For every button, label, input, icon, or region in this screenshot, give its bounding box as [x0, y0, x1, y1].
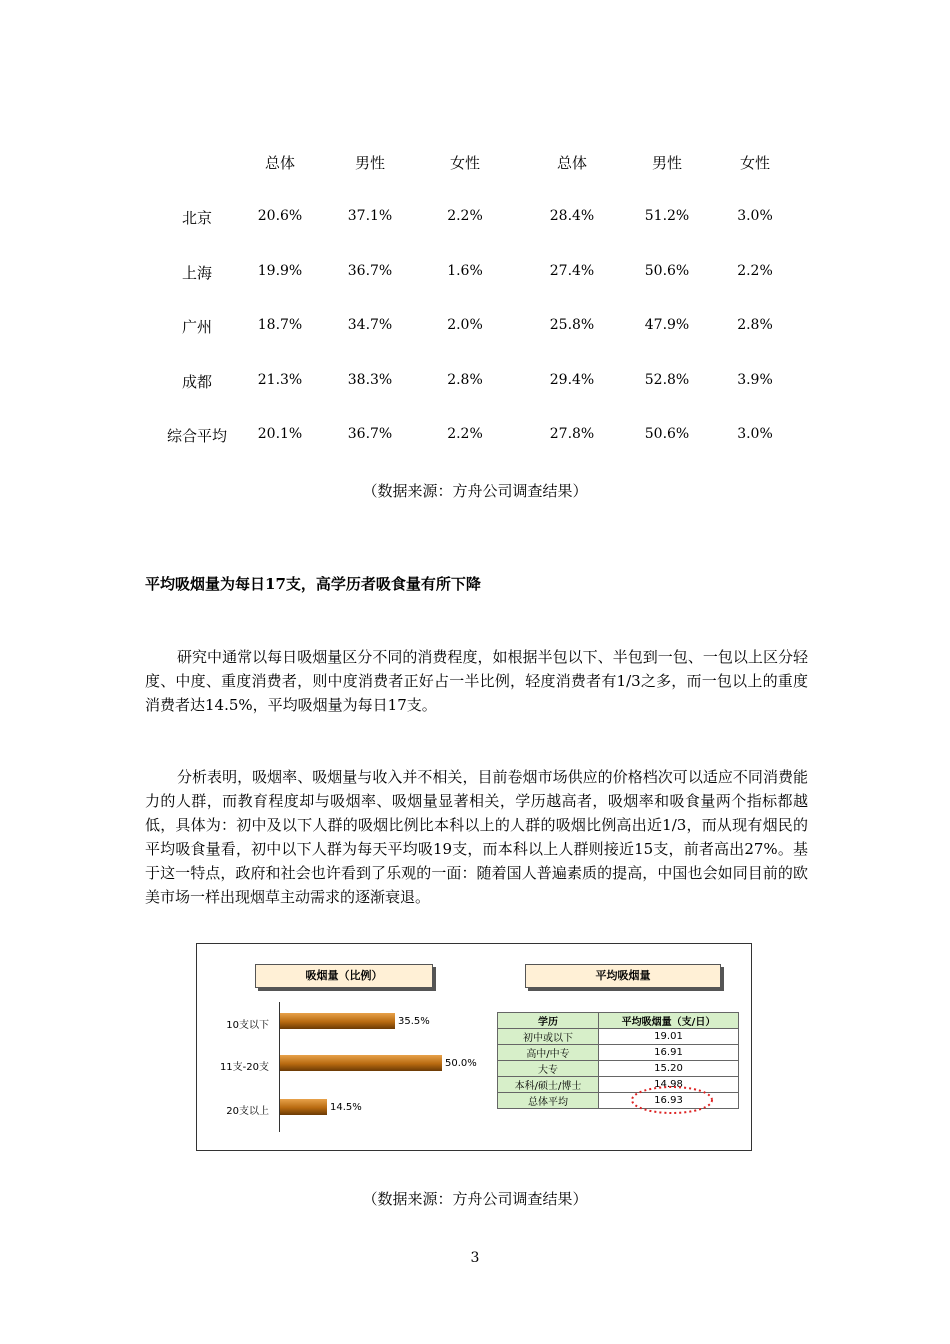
table-cell: 27.8%: [549, 426, 595, 442]
table-cell: 21.3%: [257, 372, 303, 388]
table-cell: 总体平均: [498, 1093, 599, 1109]
table-source-caption: （数据来源：方舟公司调查结果）: [362, 482, 588, 500]
table-cell: 18.7%: [257, 317, 303, 333]
table-cell: 大专: [498, 1061, 599, 1077]
section-heading: 平均吸烟量为每日17支，高学历者吸食量有所下降: [145, 575, 481, 593]
table-cell: 16.91: [599, 1045, 739, 1061]
table-cell: 14.98: [599, 1077, 739, 1093]
row-label: 北京: [181, 209, 212, 227]
smoking-amount-figure: [196, 943, 752, 1151]
table-cell: 16.93: [599, 1093, 739, 1109]
table-cell: 19.01: [599, 1029, 739, 1045]
table-cell: 20.1%: [257, 426, 303, 442]
paragraph: 分析表明，吸烟率、吸烟量与收入并不相关，目前卷烟市场供应的价格档次可以适应不同消费能力的人群，而教育程度却与吸烟率、吸烟量显著相关，学历越高者，吸烟率和吸食量两个指标都越低，具体为：初中及以下人群的吸烟比例比本科以上的人群的吸烟比例高出近1/3，而从现有烟民的平均吸食量看，初中以下人群为每天平均吸19支，而本科以上人群则接近15支，前者高出27%。基于这一特点，政府和社会也许看到了乐观的一面：随着国人普遍素质的提高，中国也会如同目前的欧美市场一样出现烟草主动需求的逐渐衰退。: [145, 768, 808, 906]
table-row: [498, 1045, 739, 1061]
table-cell: 20.6%: [257, 208, 303, 224]
header-cell: 总体: [264, 154, 295, 172]
bar-category-label: 20支以上: [226, 1106, 269, 1117]
header-cell: 学历: [498, 1013, 599, 1029]
table-cell: 15.20: [599, 1061, 739, 1077]
header-cell: 男性: [651, 154, 682, 172]
bar: [280, 1099, 327, 1115]
table-cell: 36.7%: [347, 426, 393, 442]
table-cell: 19.9%: [257, 263, 303, 279]
table-header-row: [498, 1013, 739, 1029]
header-cell: 平均吸烟量（支/日）: [599, 1013, 739, 1029]
table-cell: 3.0%: [737, 426, 773, 442]
row-label: 上海: [181, 264, 212, 282]
header-cell: 男性: [354, 154, 385, 172]
table-cell: 2.2%: [447, 426, 483, 442]
header-cell: 总体: [556, 154, 587, 172]
header-cell: 女性: [739, 154, 770, 172]
paragraph: 研究中通常以每日吸烟量区分不同的消费程度，如根据半包以下、半包到一包、一包以上区分轻度、中度、重度消费者，则中度消费者正好占一半比例，轻度消费者有1/3之多，而一包以上的重度消费者达14.5%，平均吸烟量为每日17支。: [145, 648, 808, 714]
bar-chart-title: 吸烟量（比例）: [255, 964, 433, 988]
table-cell: 28.4%: [549, 208, 595, 224]
bar-category-label: 10支以下: [226, 1020, 269, 1031]
row-label: 广州: [181, 318, 212, 336]
table-cell: 37.1%: [347, 208, 393, 224]
table-cell: 50.6%: [644, 426, 690, 442]
table-cell: 1.6%: [447, 263, 483, 279]
table-cell: 36.7%: [347, 263, 393, 279]
page-number: 3: [470, 1250, 480, 1266]
bar: [280, 1055, 442, 1071]
bar-value-label: 50.0%: [445, 1058, 477, 1069]
table-chart-title: 平均吸烟量: [525, 964, 721, 988]
table-row: [498, 1061, 739, 1077]
table-cell: 3.9%: [737, 372, 773, 388]
table-cell: 27.4%: [549, 263, 595, 279]
bar-value-label: 35.5%: [398, 1016, 430, 1027]
table-cell: 47.9%: [644, 317, 690, 333]
table-cell: 2.0%: [447, 317, 483, 333]
bar-category-label: 11支-20支: [219, 1062, 269, 1073]
table-cell: 29.4%: [549, 372, 595, 388]
bar-value-label: 14.5%: [330, 1102, 362, 1113]
figure-source-caption: （数据来源：方舟公司调查结果）: [362, 1190, 588, 1208]
row-label: 成都: [181, 373, 212, 391]
table-cell: 2.2%: [737, 263, 773, 279]
header-cell: 女性: [449, 154, 480, 172]
table-cell: 2.8%: [447, 372, 483, 388]
row-label: 综合平均: [166, 427, 227, 445]
highlight-ellipse: [627, 1082, 717, 1118]
table-cell: 2.2%: [447, 208, 483, 224]
table-cell: 38.3%: [347, 372, 393, 388]
table-cell: 高中/中专: [498, 1045, 599, 1061]
table-cell: 3.0%: [737, 208, 773, 224]
table-cell: 初中或以下: [498, 1029, 599, 1045]
table-cell: 本科/硕士/博士: [498, 1077, 599, 1093]
table-cell: 25.8%: [549, 317, 595, 333]
table-cell: 34.7%: [347, 317, 393, 333]
table-cell: 50.6%: [644, 263, 690, 279]
table-cell: 51.2%: [644, 208, 690, 224]
table-row: [498, 1029, 739, 1045]
table-cell: 2.8%: [737, 317, 773, 333]
bar: [280, 1013, 395, 1029]
table-cell: 52.8%: [644, 372, 690, 388]
